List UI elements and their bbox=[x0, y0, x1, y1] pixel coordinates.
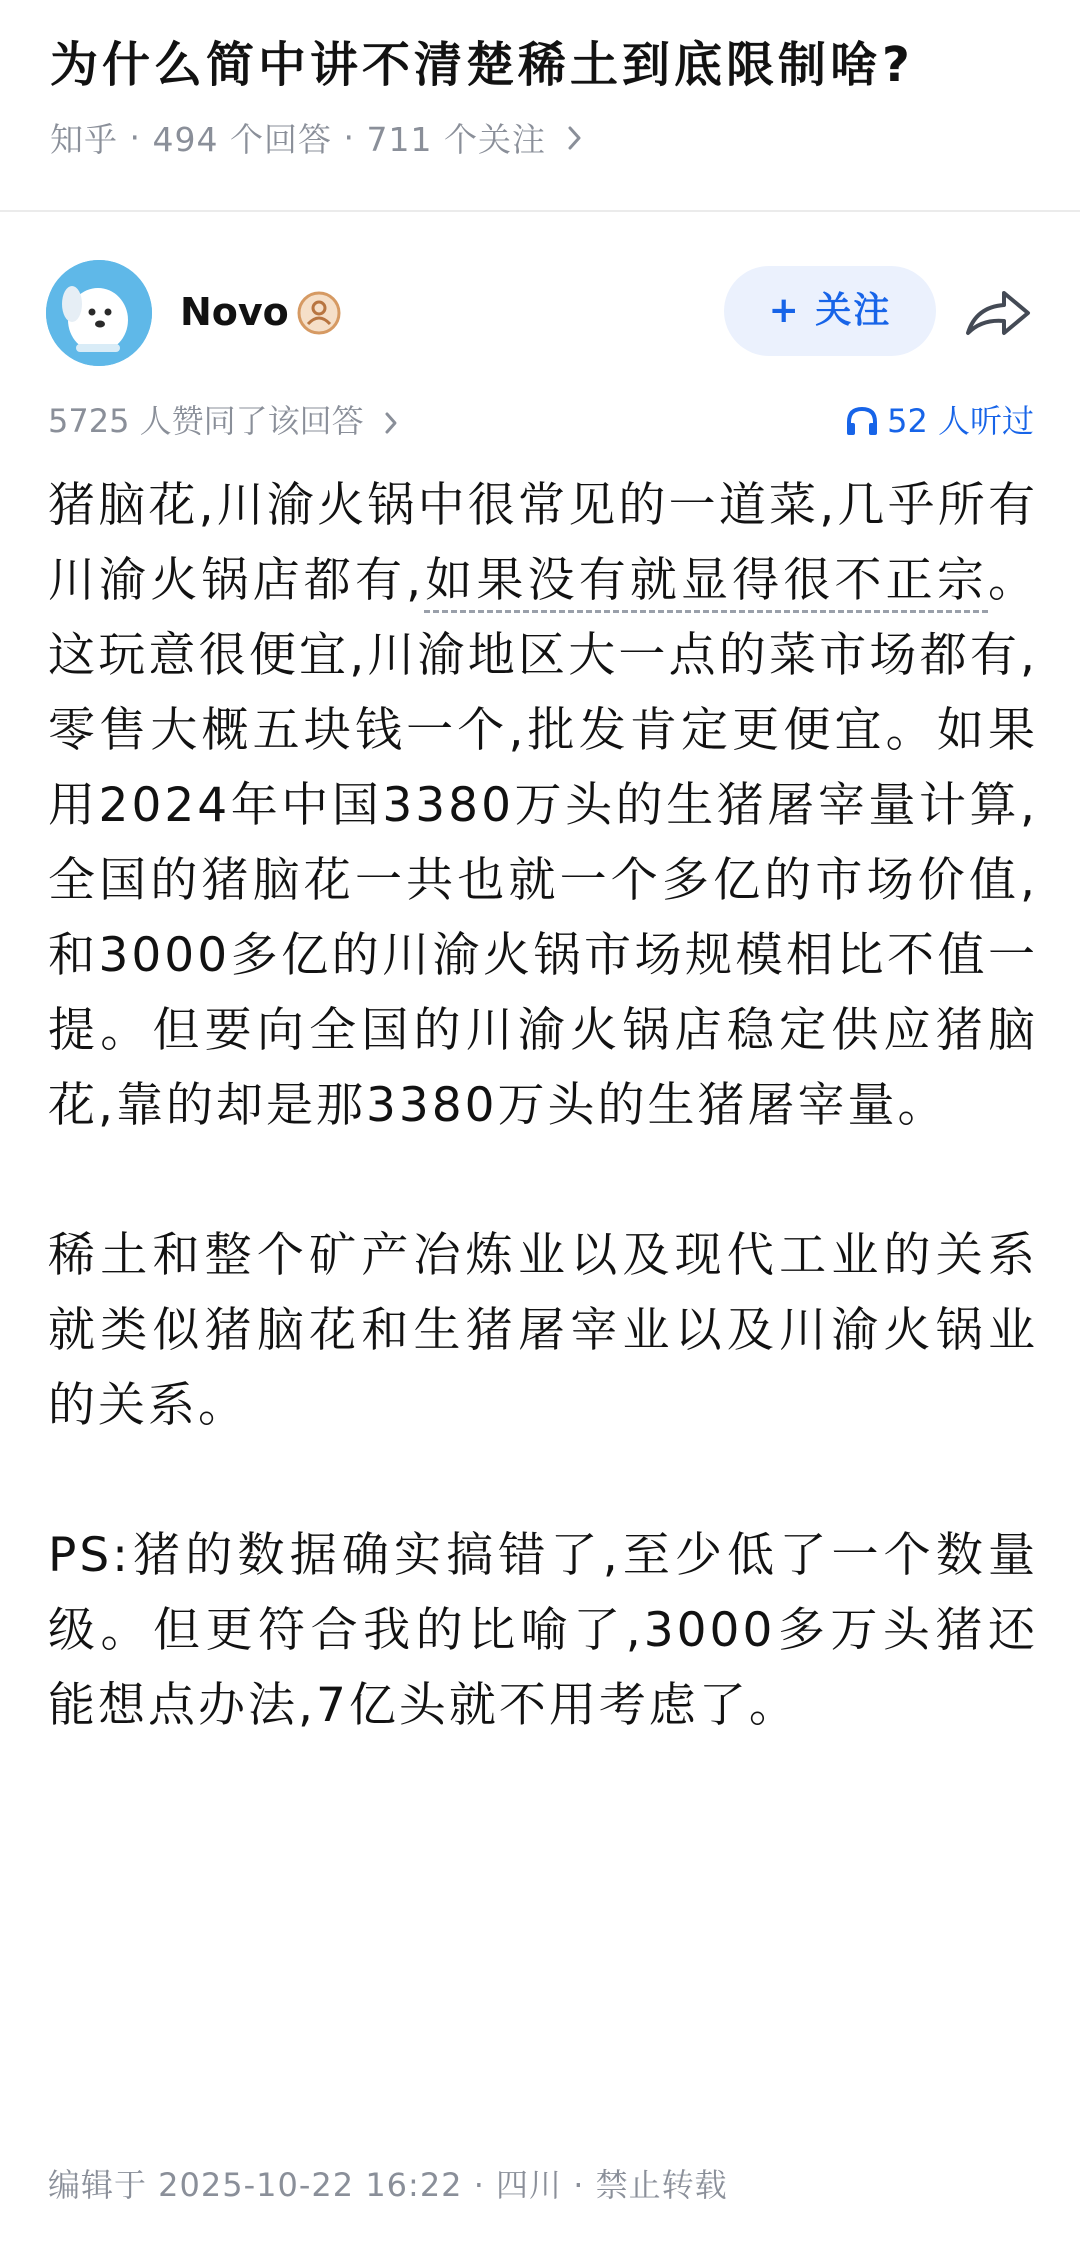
author-name[interactable]: Novo bbox=[180, 290, 289, 334]
source-label: 知乎 bbox=[50, 120, 118, 159]
answer-content bbox=[48, 468, 1038, 1818]
chevron-right-icon bbox=[567, 125, 583, 151]
share-arrow-icon[interactable] bbox=[962, 285, 1034, 341]
question-meta[interactable] bbox=[50, 114, 583, 161]
user-badge-icon[interactable] bbox=[296, 290, 342, 336]
listen-count: 52 人听过 bbox=[887, 402, 1034, 440]
paragraph-text: 猪脑花,川渝火锅中很常见的一道菜,几乎所有川渝火锅店都有, bbox=[48, 478, 1038, 608]
answers-count: 494 个回答 bbox=[152, 120, 332, 159]
answer-paragraph: PS:猪的数据确实搞错了,至少低了一个数量级。但更符合我的比喻了,3000多万头猪还能想点办法,7亿头就不用考虑了。 bbox=[48, 1528, 1038, 1733]
avatar[interactable] bbox=[46, 260, 152, 366]
upvote-count-label: 5725 人赞同了该回答 bbox=[48, 402, 364, 440]
author-row bbox=[0, 250, 1080, 370]
meta-separator: · bbox=[129, 118, 141, 157]
chevron-right-icon bbox=[384, 411, 398, 435]
upvote-count[interactable] bbox=[48, 396, 398, 442]
question-title[interactable]: 为什么简中讲不清楚稀土到底限制啥? bbox=[50, 37, 914, 93]
meta-separator: · bbox=[343, 118, 355, 157]
avatar-dog-icon bbox=[46, 260, 152, 366]
follow-button[interactable]: + 关注 bbox=[724, 266, 936, 356]
edit-info: 编辑于 2025-10-22 16:22 · 四川 · 禁止转载 bbox=[48, 2166, 728, 2204]
header-divider bbox=[0, 210, 1080, 212]
followers-count: 711 个关注 bbox=[366, 120, 546, 159]
annotated-phrase-link[interactable]: 如果没有就显得很不正宗 bbox=[424, 553, 988, 613]
answer-paragraph bbox=[48, 468, 1038, 1143]
listen-button[interactable] bbox=[845, 396, 1034, 442]
paragraph-text: 。这玩意很便宜,川渝地区大一点的菜市场都有,零售大概五块钱一个,批发肯定更便宜。如果用2024年中国3380万头的生猪屠宰量计算,全国的猪脑花一共也就一个多亿的市场价值,和3000多亿的川渝火锅市场规模相比不值一提。但要向全国的川渝火锅店稳定供应猪脑花,靠的却是那3380万头的生猪屠宰量。 bbox=[48, 553, 1038, 1133]
headphone-icon bbox=[845, 405, 879, 437]
stats-row bbox=[0, 396, 1080, 446]
question-header[interactable] bbox=[0, 0, 1080, 208]
answer-paragraph: 稀土和整个矿产冶炼业以及现代工业的关系就类似猪脑花和生猪屠宰业以及川渝火锅业的关系。 bbox=[48, 1228, 1038, 1433]
